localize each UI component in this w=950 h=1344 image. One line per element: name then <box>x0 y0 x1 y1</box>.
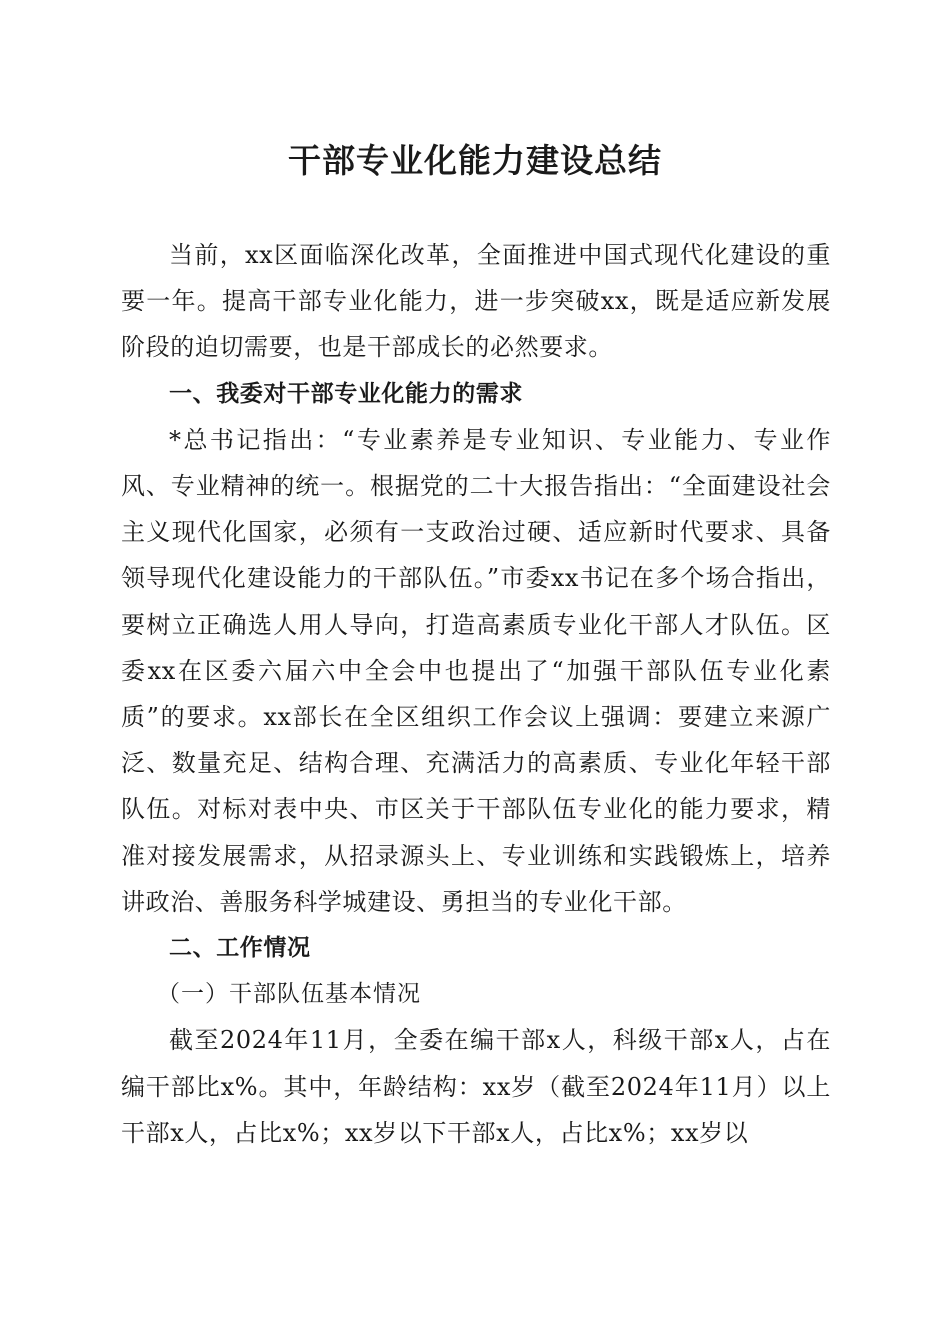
section-2-paragraph: 截至2024年11月，全委在编干部x人，科级干部x人，占在编干部比x%。其中，年龄结构：xx岁（截至2024年11月）以上干部x人，占比x%；xx岁以下干部x人，占比x%；xx岁以 <box>121 1026 831 1147</box>
document-title: 干部专业化能力建设总结 <box>288 141 662 180</box>
intro-paragraph: 当前，xx区面临深化改革，全面推进中国式现代化建设的重要一年。提高干部专业化能力，进一步突破xx，既是适应新发展阶段的迫切需要，也是干部成长的必然要求。 <box>121 241 831 362</box>
section-1-paragraph: *总书记指出：“专业素养是专业知识、专业能力、专业作风、专业精神的统一。根据党的二十大报告指出：“全面建设社会主义现代化国家，必须有一支政治过硬、适应新时代要求、具备领导现代化建设能力的干部队伍。”市委xx书记在多个场合指出，要树立正确选人用人导向，打造高素质专业化干部人才队伍。区委xx在区委六届六中全会中也提出了“加强干部队伍专业化素质”的要求。xx部长在全区组织工作会议上强调：要建立来源广泛、数量充足、结构合理、充满活力的高素质、专业化年轻干部队伍。对标对表中央、市区关于干部队伍专业化的能力要求，精准对接发展需求，从招录源头上、专业训练和实践锻炼上，培养讲政治、善服务科学城建设、勇担当的专业化干部。 <box>121 425 831 916</box>
subsection-heading-1: （一）干部队伍基本情况 <box>157 981 421 1008</box>
document-body <box>121 232 831 1156</box>
section-heading-2: 二、工作情况 <box>169 935 311 962</box>
section-heading-1: 一、我委对干部专业化能力的需求 <box>169 380 523 407</box>
